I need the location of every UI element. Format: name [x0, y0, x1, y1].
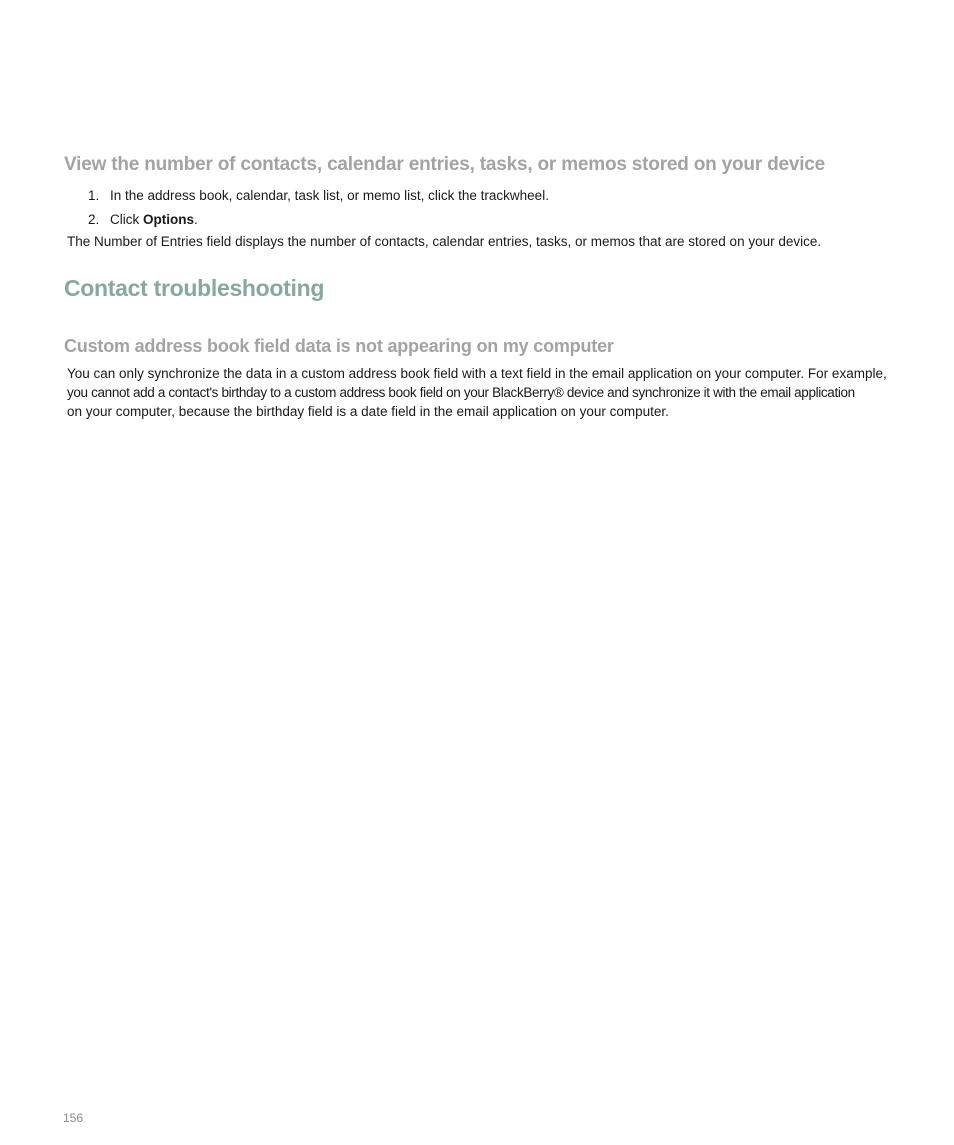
- steps-list: [88, 186, 549, 234]
- paragraph-line: you cannot add a contact's birthday to a custom address book field on your BlackBerry® device and synchronize it with the email application: [67, 385, 855, 400]
- step-number: 1.: [88, 188, 100, 203]
- topic-paragraph: [67, 364, 893, 421]
- section-heading: View the number of contacts, calendar entries, tasks, or memos stored on your device: [64, 154, 826, 175]
- step-item: [88, 186, 549, 210]
- page-number: 156: [63, 1111, 84, 1125]
- step-item: [88, 210, 549, 234]
- step-text-emphasis: Options: [143, 212, 194, 227]
- step-text-prefix: Click: [110, 212, 143, 227]
- step-text-suffix: .: [194, 212, 198, 227]
- chapter-heading: Contact troubleshooting: [64, 275, 325, 301]
- result-text: The Number of Entries field displays the number of contacts, calendar entries, tasks, or memos that are stored on your device.: [67, 234, 822, 249]
- topic-heading: Custom address book field data is not appearing on my computer: [64, 336, 614, 356]
- step-text: In the address book, calendar, task list, or memo list, click the trackwheel.: [110, 188, 549, 203]
- paragraph-line: on your computer, because the birthday field is a date field in the email application on your computer.: [67, 404, 669, 419]
- paragraph-line: You can only synchronize the data in a custom address book field with a text field in the email application on your computer. For example,: [67, 366, 887, 381]
- step-number: 2.: [88, 212, 100, 227]
